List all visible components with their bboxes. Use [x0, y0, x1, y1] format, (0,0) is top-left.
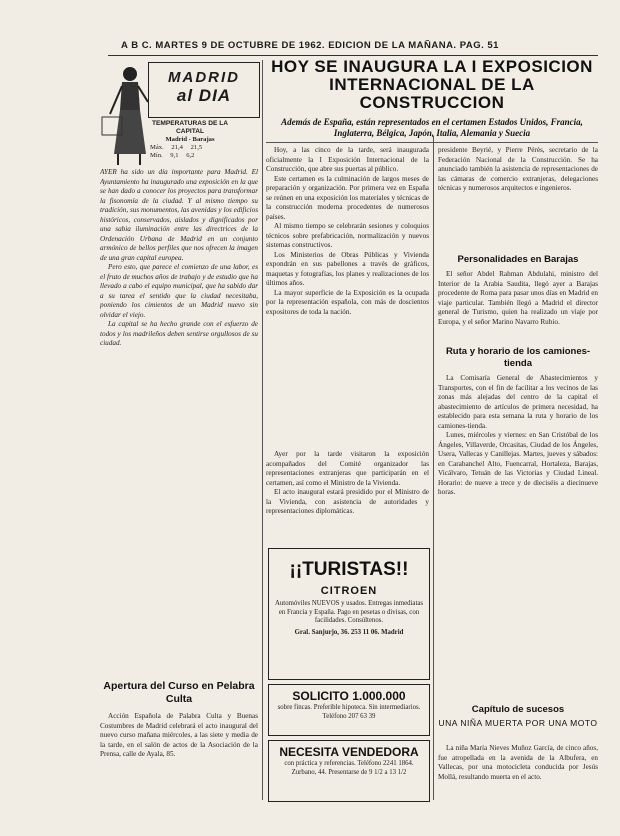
weather-box: [150, 120, 230, 162]
right-sec3-text: La niña María Nieves Muñoz García, de cinco años, fue atropellada en la avenida de la Albufera, en Vallecas, por una motocicleta conducida por Jesús Mollá, resultando muerta en el acto.: [438, 744, 598, 781]
ad-vendedora-title: NECESITA VENDEDORA: [279, 745, 419, 759]
right-sec3-heading: Capítulo de sucesos: [471, 704, 565, 715]
weather-val-a: 9,1: [170, 152, 179, 159]
weather-sub: Madrid - Barajas: [165, 136, 215, 143]
column-logo-line1: MADRID: [168, 69, 240, 86]
right-sec2-paragraph: Lunes, miércoles y viernes: en San Cristóbal de los Ángeles, Villaverde, Orcasitas, Ciudad de los Ángeles, Usera, Vallecas y Canillejas. Martes, jueves y sábados: en Carabanchel Alto, Fuencarral, Hortaleza, Barajas, Vicálvaro, Tetuán de las Victorias y Ciudad Lineal. Horario: de nueve a trece y de dieciséis a diecinueve horas.: [438, 431, 598, 496]
left-section-text: Acción Española de Palabra Culta y Buenas Costumbres de Madrid celebrará el acto inaugural del nuevo curso mañana miércoles, a las siete y media de la tarde, en el salón de actos de la Asociación de la Prensa, calle de Ayala, 85.: [100, 712, 258, 758]
story-paragraph: Los Ministerios de Obras Públicas y Vivienda expondrán en sus pabellones a través de gráficos, maquetas y fotografías, los planes y realizaciones de los últimos años.: [266, 250, 429, 287]
ad-turistas-text: Automóviles NUEVOS y usados. Entregas inmediatas en Francia y España. Pago en pesetas o divisas, con facilidades. Consúltenos.: [275, 600, 424, 625]
story-paragraph: Al mismo tiempo se celebrarán sesiones y coloquios técnicos sobre prefabricación, normalización y nuevos sistemas constructivos.: [266, 222, 429, 249]
column-rule: [262, 60, 263, 800]
main-story-col1: [266, 146, 429, 446]
ad-solicito-text: sobre fincas. Preferible hipoteca. Sin intermediarios. Teléfono 207 63 39: [277, 704, 421, 720]
ad-vendedora-text: con práctica y referencias. Teléfono 2241 1864. Zurbano, 44. Presentarse de 9 1/2 a 13 1/2: [284, 760, 414, 776]
story-paragraph: Ayer por la tarde visitaron la exposición acompañados del Comité organizador las representaciones extranjeras que participarán en el certamen, así como el Ministro de la Vivienda.: [266, 450, 429, 487]
header-rule: [108, 55, 598, 56]
right-sec1-heading: Personalidades en Barajas: [457, 254, 579, 265]
right-sec2-paragraph: La Comisaría General de Abastecimientos y Transportes, con el fin de facilitar a los vecinos de las zonas más alejadas del centro de la capital el abastecimiento de artículos de primera necesidad, ha establecido para esta semana la ruta y horario de los camiones-tienda.: [438, 374, 598, 430]
right-sec3-subheading: UNA NIÑA MUERTA POR UNA MOTO: [438, 718, 598, 728]
subhead-rule: [266, 142, 598, 143]
weather-row-min: [150, 152, 230, 160]
left-article-paragraph: Pero esto, que parece el comienzo de una labor, es el fruto de muchos años de trabajo y de estudio que ha llevado a cabo el equipo municipal, que ha sabido dar a su tarea el sentido que la ciudad necesitaba, poniendo los cimientos de un Madrid nuevo sin olvidar el viejo.: [100, 263, 258, 319]
running-head: A B C. MARTES 9 DE OCTUBRE DE 1962. EDICION DE LA MAÑANA. PAG. 51: [121, 40, 499, 51]
right-col-top: presidente Beyrié, y Pierre Pérès, secretario de la Federación Nacional de la Construcción. Se ha anunciado también la asistencia de representaciones de las cámaras de comercio extranjeras, delegaciones técnicas y numerosos arquitectos e ingenieros.: [438, 146, 598, 192]
column-logo-box: [148, 62, 260, 118]
column-logo-line2: al DIA: [176, 86, 232, 105]
weather-val-a: 21,4: [171, 144, 183, 151]
fashion-illustration: [100, 62, 150, 167]
column-rule: [433, 136, 434, 800]
ad-solicito: [268, 684, 430, 736]
weather-row-max: [150, 144, 230, 152]
ad-vendedora: [268, 740, 430, 802]
weather-key: Mín.: [150, 152, 163, 159]
left-section-heading: Apertura del Curso en Pelabra Culta: [103, 680, 255, 705]
weather-key: Máx.: [150, 144, 164, 151]
right-sec2-heading: Ruta y horario de los camiones-tienda: [445, 346, 591, 369]
story-paragraph: La mayor superficie de la Exposición es la ocupada por la representación española, con más de doscientos expositores de toda la nación.: [266, 288, 429, 316]
left-article: [100, 168, 258, 673]
ad-turistas-address: Gral. Sanjurjo, 36. 253 11 06. Madrid: [294, 628, 404, 636]
ad-turistas-brand: CITROEN: [320, 585, 378, 597]
right-sec2-text: [438, 374, 598, 700]
weather-val-b: 6,2: [186, 152, 195, 159]
story-paragraph: El acto inaugural estará presidido por el Ministro de la Vivienda, con asistencia de autoridades y representaciones diplomáticas.: [266, 488, 429, 515]
ad-turistas: [268, 548, 430, 680]
left-article-paragraph: AYER ha sido un día importante para Madrid. El Ayuntamiento ha inaugurado una exposición en la que se han dado a conocer los proyectos para transformar la fisonomía de la ciudad. Y al mismo tiempo su tradición, sus monumentos, las avenidas y los edificios históricos, conservados, aislados y dignificados por una sabia iluminación entre las directrices de la Ordenación Urbana de Madrid en un conjunto armónico de bellos perfiles que nos ofrecen la imagen de una gran capital europea.: [100, 168, 258, 262]
main-headline: HOY SE INAUGURA LA I EXPOSICION INTERNACIONAL DE LA CONSTRUCCION: [271, 58, 593, 112]
ad-turistas-title: ¡¡TURISTAS!!: [289, 559, 409, 580]
left-article-paragraph: La capital se ha hecho grande con el esfuerzo de todos y los madrileños deben sentirse orgullosos de su ciudad.: [100, 320, 258, 347]
main-subhead: Además de España, están representados en el certamen Estados Unidos, Francia, Inglaterra, Bélgica, Japón, Italia, Alemania y Suecia: [281, 117, 583, 138]
weather-val-b: 21,5: [190, 144, 203, 151]
ad-solicito-title: SOLICITO 1.000.000: [292, 689, 406, 703]
main-story-col1-end: [266, 450, 429, 542]
story-paragraph: Hoy, a las cinco de la tarde, será inaugurada oficialmente la I Exposición Internacional de la Construcción, que abre sus puertas al público.: [266, 146, 429, 173]
story-paragraph: Este certamen es la culminación de largos meses de preparación y organización. Por primera vez en España se reúnen en una exposición los materiales y técnicas de la construcción moderna procedentes de numerosos países.: [266, 174, 429, 221]
right-sec1-text: El señor Abdel Rahman Abdulahi, ministro del Interior de la Arabia Saudita, llegó ayer a Barajas procedente de Roma para pasar unos días en Madrid en viaje particular. También llegó a Madrid el director general de Turismo, quien ha realizado un viaje por Europa, y el señor Marino Navarro Rubio.: [438, 270, 598, 326]
weather-label: TEMPERATURAS DE LA CAPITAL: [151, 120, 229, 135]
